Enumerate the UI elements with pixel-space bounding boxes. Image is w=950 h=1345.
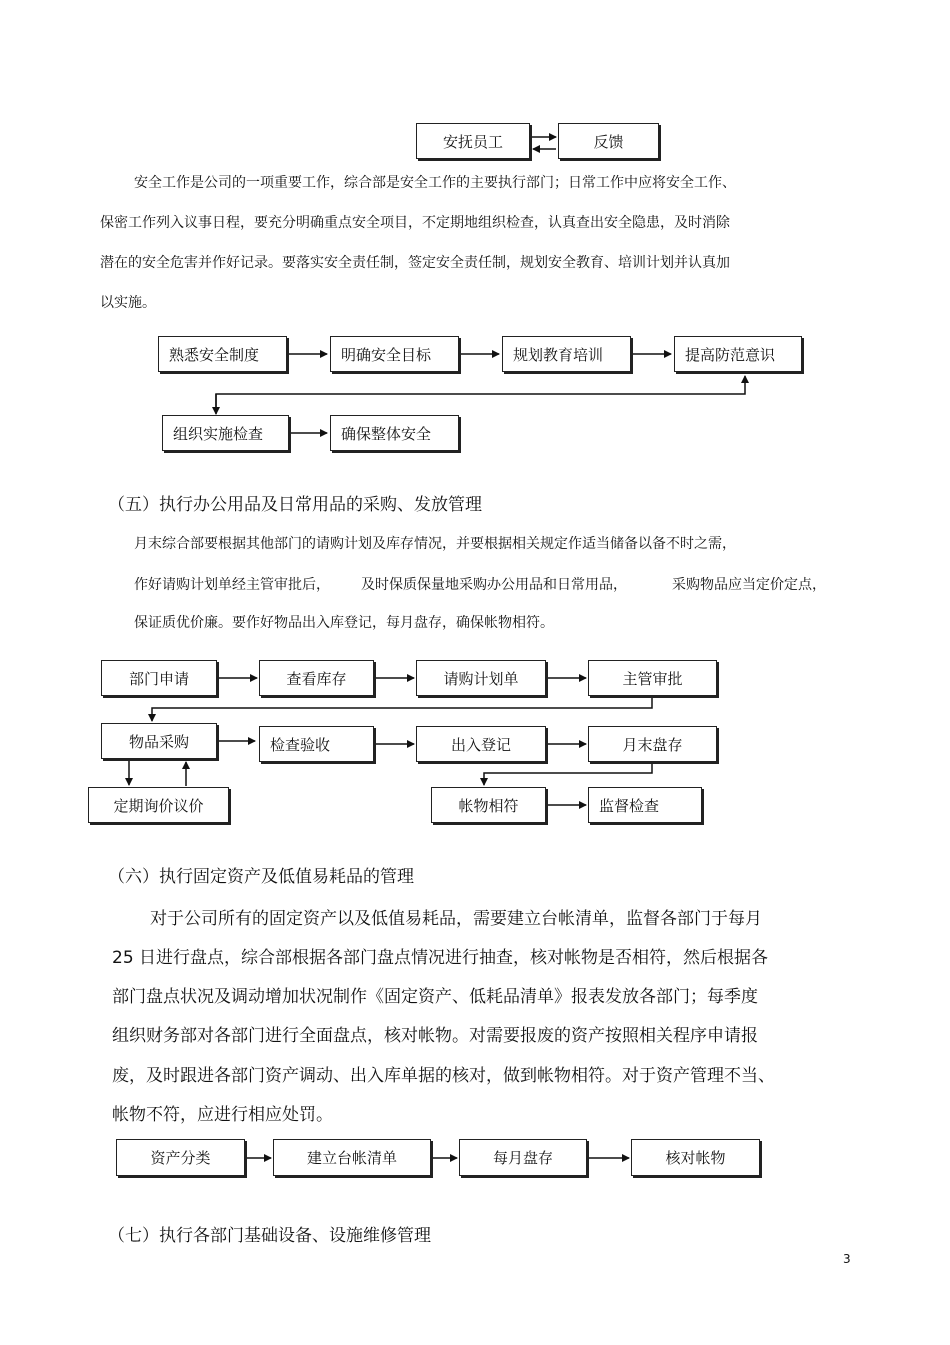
flow-box-label: 熟悉安全制度 (169, 345, 260, 364)
flow-box-safety-goals (330, 336, 459, 372)
flow-box-label: 安抚员工 (442, 132, 503, 151)
flow-box-label: 反馈 (593, 132, 624, 151)
flow-box-label: 明确安全目标 (341, 345, 432, 364)
flow-box-accounts-match (431, 787, 546, 823)
flow-box-dept-request (101, 660, 217, 696)
flow-box-verify-accounts (631, 1139, 760, 1176)
flow-box-label: 出入登记 (450, 735, 511, 754)
section6-line: 帐物不符，应进行相应处罚。 (112, 1105, 333, 1125)
flow-box-label: 确保整体安全 (341, 424, 432, 443)
section6-line: 25 日进行盘点，综合部根据各部门盘点情况进行抽查，核对帐物是否相符，然后根据各 (112, 948, 769, 968)
flow-box-label: 检查验收 (270, 735, 331, 754)
flow-box-overall-safety (330, 415, 459, 451)
flow-box-check-stock (259, 660, 374, 696)
flow-box-label: 主管审批 (622, 669, 683, 688)
section5-line: 采购物品应当定价定点， (672, 577, 826, 593)
flow-box-purchase-request (416, 660, 546, 696)
flow-box-label: 月末盘存 (622, 735, 683, 754)
flow-box-safety-rules (158, 336, 287, 372)
flow-box-awareness (674, 336, 802, 372)
flow-box-price-inquiry (88, 787, 229, 823)
section6-line: 对于公司所有的固定资产以及低值易耗品，需要建立台帐清单，监督各部门于每月 (150, 909, 762, 929)
flow-box-monthly-count (459, 1139, 587, 1176)
flow-box-training-plan (502, 336, 631, 372)
flow-box-procurement (101, 723, 217, 759)
flow-box-month-end-count (588, 726, 717, 762)
flow-box-label: 请购计划单 (443, 669, 519, 688)
flow-box-supervision (588, 787, 702, 823)
flow-box-label: 组织实施检查 (173, 424, 264, 443)
safety-paragraph-line: 潜在的安全危害并作好记录。要落实安全责任制，签定安全责任制，规划安全教育、培训计划并认真加 (100, 255, 730, 271)
section-heading: （五）执行办公用品及日常用品的采购、发放管理 (108, 495, 482, 515)
flow-box-inspection (162, 415, 289, 451)
section6-line: 部门盘点状况及调动增加状况制作《固定资产、低耗品清单》报表发放各部门；每季度 (112, 987, 758, 1007)
flow-box-label: 定期询价议价 (113, 796, 204, 815)
flow-box-label: 核对帐物 (665, 1149, 726, 1167)
flow-box-label: 查看库存 (286, 669, 347, 688)
flow-box-label: 每月盘存 (492, 1149, 553, 1167)
flow-box-label: 帐物相符 (458, 796, 519, 815)
section5-line: 月末综合部要根据其他部门的请购计划及库存情况，并要根据相关规定作适当储备以备不时之需， (134, 536, 736, 552)
flow-box-comfort-staff (416, 123, 530, 159)
section5-line: 及时保质保量地采购办公用品和日常用品， (361, 577, 627, 593)
flow-box-supervisor-approval (588, 660, 717, 696)
safety-paragraph-line: 保密工作列入议事日程，要充分明确重点安全项目，不定期地组织检查，认真查出安全隐患，及时消除 (100, 215, 730, 231)
section-heading: （六）执行固定资产及低值易耗品的管理 (108, 867, 414, 887)
safety-paragraph-line: 安全工作是公司的一项重要工作，综合部是安全工作的主要执行部门；日常工作中应将安全工作、 (134, 175, 736, 191)
flow-box-label: 监督检查 (599, 796, 660, 815)
section-heading: （七）执行各部门基础设备、设施维修管理 (108, 1226, 431, 1246)
flow-box-label: 规划教育培训 (513, 345, 604, 364)
flow-box-label: 资产分类 (150, 1149, 211, 1167)
section5-line: 保证质优价廉。要作好物品出入库登记，每月盘存，确保帐物相符。 (134, 615, 554, 631)
flow-box-in-out-register (416, 726, 546, 762)
section5-line: 作好请购计划单经主管审批后， (134, 577, 330, 593)
flow-box-label: 建立台帐清单 (306, 1149, 397, 1167)
flow-box-ledger-list (273, 1139, 431, 1176)
section6-line: 组织财务部对各部门进行全面盘点，核对帐物。对需要报废的资产按照相关程序申请报 (112, 1026, 758, 1046)
flow-box-acceptance-check (259, 726, 374, 762)
flow-box-label: 物品采购 (128, 732, 189, 751)
flow-box-feedback (558, 123, 659, 159)
page-number: 3 (843, 1252, 851, 1266)
flow-box-label: 提高防范意识 (685, 345, 776, 364)
flow-box-asset-classify (116, 1139, 245, 1176)
safety-paragraph-line: 以实施。 (100, 295, 156, 311)
section6-line: 废，及时跟进各部门资产调动、出入库单据的核对，做到帐物相符。对于资产管理不当、 (112, 1066, 775, 1086)
flow-box-label: 部门申请 (128, 669, 189, 688)
